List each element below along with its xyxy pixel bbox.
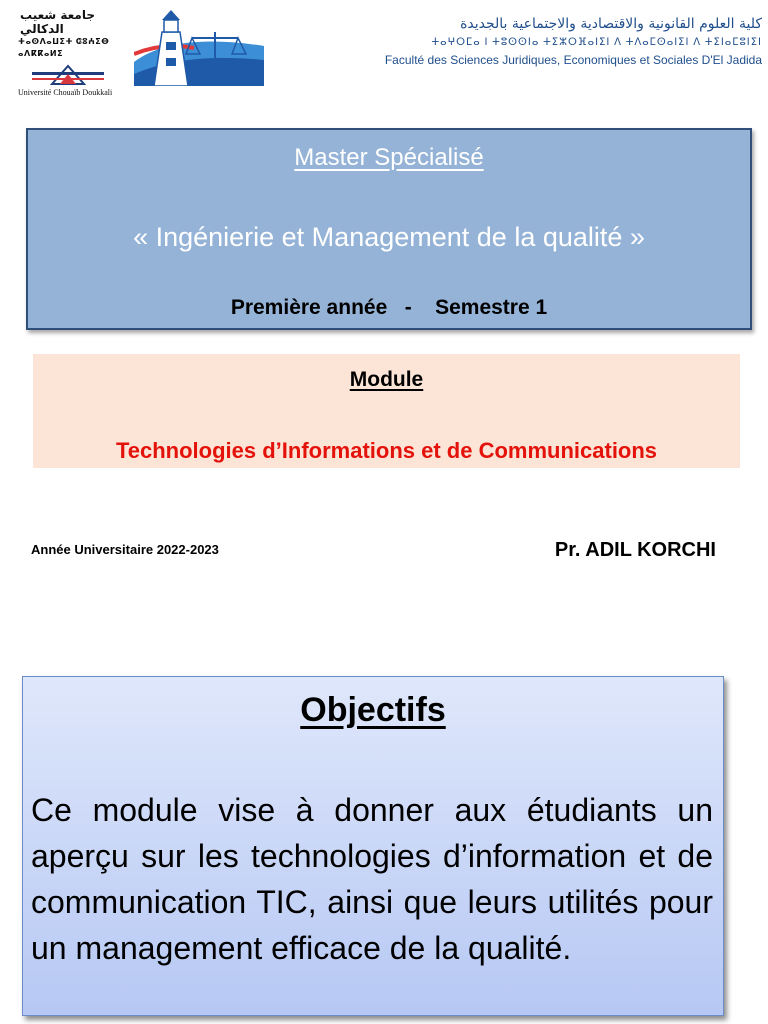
year-semester: Première année - Semestre 1 [230,296,548,319]
academic-year: Année Universitaire 2022-2023 [31,542,219,557]
faculty-tifinagh-name: ⵜⴰⵖⵔⵎⴰ ⵏ ⵜⵓⵙⵙⵏⴰ ⵜⵉⵣⵔⴼⴰⵏⵉⵏ ⴷ ⵜⴷⴰⵎⵙⴰⵏⵉⵏ ⴷ ⵜⵉⵏⴰⵎⵓⵏⵉⵏ [431,37,762,48]
professor-name: Pr. ADIL KORCHI [554,539,716,561]
master-title: Master Spécialisé [294,144,484,171]
header-banner [0,0,768,97]
faculty-name-block [266,14,762,68]
module-box [33,354,740,468]
university-tifinagh-name: ⵜⴰⵙⴷⴰⵡⵉⵜ ⵛⵓⵄⵉⴱ ⴰⴷⴽⴽⴰⵍⵉ [18,37,110,58]
objectifs-text: Ce module vise à donner aux étudiants un aperçu sur les technologies d’information et de communication TIC, ainsi que leurs utilités pour un management efficace de la qualité. [31,792,713,966]
university-emblem-icon [32,62,104,88]
university-french-name: Université Chouaïb Doukkali [18,88,113,97]
university-logo [14,8,124,97]
master-subtitle: « Ingénierie et Management de la qualité » [133,222,645,252]
faculty-arabic-name: كلية العلوم القانونية والاقتصادية والاجتماعية بالجديدة [460,16,762,32]
objectifs-box [22,676,724,1016]
university-arabic-name: جامعة شعيب الدكالي [20,8,95,36]
objectifs-title: Objectifs [300,691,446,729]
module-name: Technologies d’Informations et de Communications [115,438,658,463]
master-program-box [26,128,752,330]
faculty-french-name: Faculté des Sciences Juridiques, Economiques et Sociales D'El Jadida [384,53,762,67]
faculty-lighthouse-scales-icon [134,2,264,86]
module-label: Module [349,368,424,391]
